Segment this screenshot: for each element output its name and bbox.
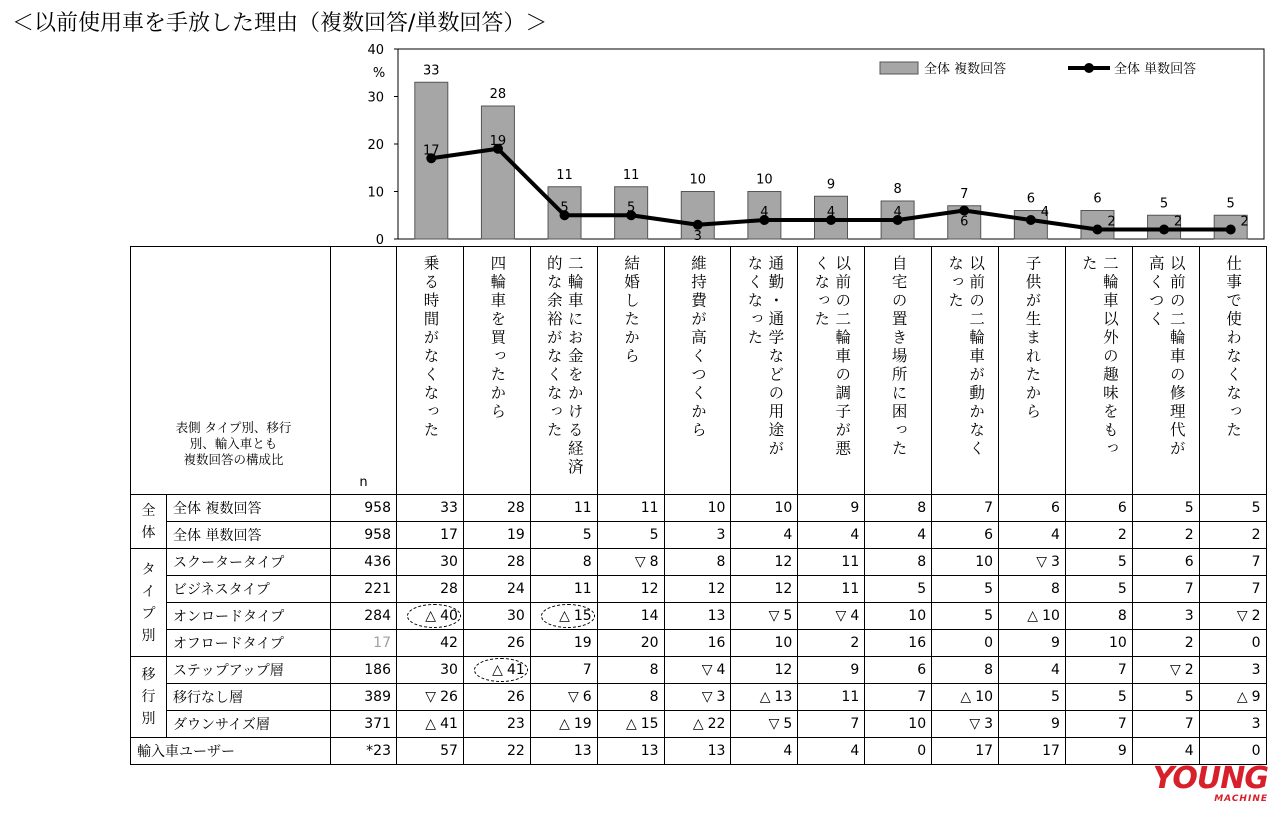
column-header-label: 仕事で使わなくなった <box>1224 255 1243 440</box>
table-cell <box>664 657 731 684</box>
cell-value: 8 <box>649 554 659 570</box>
table-cell: 7 <box>932 495 999 522</box>
table-cell: 12 <box>664 576 731 603</box>
table-cell: 23 <box>463 711 530 738</box>
table-cell: 28 <box>397 576 464 603</box>
significant-low-marker: ▽ <box>701 662 713 678</box>
bar <box>481 106 514 239</box>
row-label: 輸入車ユーザー <box>131 738 331 765</box>
stub-description-line: 表側 タイプ別、移行 <box>175 420 292 435</box>
table-cell: 24 <box>463 576 530 603</box>
table-corner <box>131 247 331 495</box>
table-cell: 0 <box>1199 630 1266 657</box>
table-cell: 12 <box>731 657 798 684</box>
column-header-label: 通勤・通学などの用途が なくなった <box>745 255 785 459</box>
legend-line-marker <box>1084 63 1094 73</box>
table-cell: 11 <box>530 576 597 603</box>
table-cell: 8 <box>1065 603 1132 630</box>
table-cell: 8 <box>932 657 999 684</box>
significant-low-marker: ▽ <box>567 689 579 705</box>
table-cell: 8 <box>664 549 731 576</box>
row-label: 移行なし層 <box>167 684 331 711</box>
logo-main: YOUNG <box>1152 761 1268 796</box>
table-cell <box>1199 684 1266 711</box>
table-row <box>131 603 1267 630</box>
table-cell: 22 <box>463 738 530 765</box>
row-label: オフロードタイプ <box>167 630 331 657</box>
significant-high-marker: △ <box>425 716 437 732</box>
y-unit-label: % <box>372 66 386 81</box>
logo-sub: MACHINE <box>1214 794 1268 804</box>
table-cell: 8 <box>597 657 664 684</box>
row-label: ビジネスタイプ <box>167 576 331 603</box>
line-data-label: 6 <box>960 214 969 230</box>
cell-value: 26 <box>440 689 458 705</box>
column-header <box>798 247 865 495</box>
column-header-label: 維持費が高くつくから <box>689 255 707 440</box>
significant-low-marker: ▽ <box>1169 662 1181 678</box>
cell-value: 10 <box>975 689 994 705</box>
data-table <box>130 246 1267 765</box>
y-tick-label: 10 <box>367 185 384 201</box>
table-cell: 19 <box>463 522 530 549</box>
cell-value: 6 <box>582 689 592 705</box>
table-cell: 0 <box>932 630 999 657</box>
significant-low-marker: ▽ <box>969 716 981 732</box>
table-cell: 10 <box>1065 630 1132 657</box>
bar-data-label: 5 <box>1159 196 1169 212</box>
table-row <box>131 684 1267 711</box>
table-cell: 4 <box>1132 738 1199 765</box>
table-cell: 4 <box>999 522 1066 549</box>
highlight-circle <box>474 658 528 682</box>
table-cell: 7 <box>530 657 597 684</box>
cell-value: 5 <box>783 716 793 732</box>
table-cell: 14 <box>597 603 664 630</box>
bar-data-label: 5 <box>1226 196 1235 212</box>
table-cell: 11 <box>530 495 597 522</box>
table-cell: 5 <box>865 576 932 603</box>
table-cell: 10 <box>865 711 932 738</box>
table-cell: 10 <box>731 630 798 657</box>
line-data-label: 5 <box>627 200 636 216</box>
table-cell: 28 <box>463 549 530 576</box>
significant-high-marker: △ <box>1027 608 1039 624</box>
table-cell: 42 <box>397 630 464 657</box>
table-cell: 3 <box>1132 603 1199 630</box>
table-row <box>131 522 1267 549</box>
line-data-label: 3 <box>693 228 702 244</box>
table-row <box>131 495 1267 522</box>
table-cell: 17 <box>397 522 464 549</box>
column-header <box>1132 247 1199 495</box>
line-data-label: 4 <box>826 205 836 220</box>
column-header-label: 二輪車にお金をかける経済 的な余裕がなくなった <box>544 255 584 477</box>
significant-low-marker: ▽ <box>835 608 847 624</box>
column-header-label: 結婚したから <box>622 255 641 366</box>
cell-value: 41 <box>506 662 525 678</box>
table-cell: 8 <box>999 576 1066 603</box>
cell-value: 19 <box>573 716 592 732</box>
column-header-label: 四輪車を買ったから <box>488 255 507 422</box>
table-cell: 2 <box>1065 522 1132 549</box>
table-cell: 12 <box>597 576 664 603</box>
table-cell: 10 <box>731 495 798 522</box>
line-data-label: 4 <box>893 205 902 220</box>
table-cell: 4 <box>731 738 798 765</box>
table-row <box>131 630 1267 657</box>
significant-high-marker: △ <box>1236 689 1248 705</box>
table-cell: 7 <box>1199 549 1266 576</box>
table-cell: 5 <box>1132 684 1199 711</box>
column-header <box>597 247 664 495</box>
line-data-label: 2 <box>1107 214 1116 230</box>
table-cell: 9 <box>798 657 865 684</box>
n-value: 958 <box>331 495 397 522</box>
cell-value: 3 <box>1050 554 1060 570</box>
legend-bar-label: 全体 複数回答 <box>924 62 1007 77</box>
column-header-label: 二輪車以外の趣味をもっ た <box>1079 255 1119 459</box>
table-cell: 8 <box>530 549 597 576</box>
table-cell: 6 <box>999 495 1066 522</box>
column-header <box>463 247 530 495</box>
bar-data-label: 28 <box>489 87 507 102</box>
cell-value: 3 <box>984 716 994 732</box>
column-header-label: 子供が生まれたから <box>1023 255 1042 422</box>
table-cell: 7 <box>1065 657 1132 684</box>
column-header <box>999 247 1066 495</box>
table-cell <box>530 711 597 738</box>
row-label: ステップアップ層 <box>167 657 331 684</box>
bar-line-chart <box>0 0 1280 246</box>
bar-data-label: 11 <box>622 167 640 183</box>
table-cell: 30 <box>463 603 530 630</box>
table-cell: 11 <box>597 495 664 522</box>
table-cell: 4 <box>798 522 865 549</box>
column-header <box>664 247 731 495</box>
table-cell: 10 <box>664 495 731 522</box>
table-cell: 8 <box>865 495 932 522</box>
table-cell: 6 <box>1065 495 1132 522</box>
table-row <box>131 711 1267 738</box>
significant-high-marker: △ <box>692 716 704 732</box>
table-cell <box>798 603 865 630</box>
table-cell: 5 <box>932 576 999 603</box>
bar-data-label: 9 <box>826 177 836 193</box>
table-cell <box>664 684 731 711</box>
y-tick-label: 30 <box>367 90 384 106</box>
table-cell: 5 <box>1065 576 1132 603</box>
column-header-label: 以前の二輪車の調子が悪 くなった <box>812 255 852 459</box>
table-stub-description <box>149 420 318 468</box>
line-point <box>1026 215 1036 225</box>
cell-value: 3 <box>716 689 726 705</box>
table-cell: 0 <box>865 738 932 765</box>
group-label: タ イ プ 別 <box>131 549 167 657</box>
table-cell: 2 <box>1199 522 1266 549</box>
significant-low-marker: ▽ <box>1236 608 1248 624</box>
line-data-label: 5 <box>560 200 569 216</box>
table-cell <box>597 549 664 576</box>
table-cell: 30 <box>397 657 464 684</box>
table-cell <box>1132 657 1199 684</box>
bar-data-label: 11 <box>556 167 573 183</box>
table-cell: 10 <box>865 603 932 630</box>
bar-data-label: 10 <box>689 172 707 188</box>
significant-low-marker: ▽ <box>768 716 780 732</box>
table-cell <box>397 711 464 738</box>
table-cell: 33 <box>397 495 464 522</box>
group-label: 全 体 <box>131 495 167 549</box>
cell-value: 10 <box>1042 608 1060 624</box>
significant-high-marker: △ <box>759 689 771 705</box>
highlight-circle <box>541 604 595 628</box>
column-header <box>530 247 597 495</box>
group-label: 移 行 別 <box>131 657 167 738</box>
table-cell: 13 <box>597 738 664 765</box>
column-header-label: 以前の二輪車の修理代が 高くつく <box>1146 255 1186 459</box>
significant-low-marker: ▽ <box>634 554 646 570</box>
cell-value: 4 <box>850 608 860 624</box>
table-cell: 9 <box>999 711 1066 738</box>
row-label: スクータータイプ <box>167 549 331 576</box>
table-cell <box>999 603 1066 630</box>
table-cell: 17 <box>999 738 1066 765</box>
table-cell: 2 <box>798 630 865 657</box>
cell-value: 13 <box>774 689 793 705</box>
table-cell: 12 <box>731 549 798 576</box>
column-header <box>397 247 464 495</box>
table-cell: 26 <box>463 684 530 711</box>
significant-low-marker: ▽ <box>768 608 780 624</box>
line-point <box>1226 225 1236 235</box>
bar-data-label: 10 <box>756 172 773 188</box>
table-cell <box>530 684 597 711</box>
n-header: n <box>331 247 397 495</box>
line-point <box>1159 225 1169 235</box>
table-row <box>131 576 1267 603</box>
table-cell: 9 <box>999 630 1066 657</box>
highlight-circle <box>407 604 461 628</box>
line-data-label: 17 <box>423 143 440 159</box>
n-value: 389 <box>331 684 397 711</box>
significant-low-marker: ▽ <box>701 689 713 705</box>
row-label: 全体 単数回答 <box>167 522 331 549</box>
table-cell: 5 <box>1065 549 1132 576</box>
table-cell <box>597 711 664 738</box>
table-cell: 26 <box>463 630 530 657</box>
column-header <box>731 247 798 495</box>
table-cell: 7 <box>1065 711 1132 738</box>
table-cell <box>397 684 464 711</box>
line-data-label: 19 <box>489 133 507 149</box>
significant-high-marker: △ <box>492 662 503 678</box>
table-cell: 3 <box>664 522 731 549</box>
table-row <box>131 738 1267 765</box>
line-data-label: 2 <box>1240 214 1249 230</box>
column-header-label: 自宅の置き場所に困った <box>889 255 908 459</box>
table-row <box>131 549 1267 576</box>
bar-data-label: 7 <box>960 186 969 202</box>
cell-value: 15 <box>640 716 659 732</box>
table-cell: 4 <box>999 657 1066 684</box>
n-value: 958 <box>331 522 397 549</box>
table-cell: 2 <box>1132 522 1199 549</box>
table-cell <box>1199 603 1266 630</box>
table-cell: 7 <box>1199 576 1266 603</box>
y-tick-label: 20 <box>367 138 384 153</box>
table-cell: 9 <box>1065 738 1132 765</box>
table-cell: 9 <box>798 495 865 522</box>
line-data-label: 2 <box>1173 214 1183 230</box>
table-row <box>131 657 1267 684</box>
table-cell: 7 <box>1132 711 1199 738</box>
table-cell: 4 <box>731 522 798 549</box>
n-value: *23 <box>331 738 397 765</box>
cell-value: 5 <box>783 608 793 624</box>
table-cell: 13 <box>664 738 731 765</box>
table-cell <box>999 549 1066 576</box>
table-cell: 3 <box>1199 711 1266 738</box>
row-label: ダウンサイズ層 <box>167 711 331 738</box>
table-cell: 5 <box>1065 684 1132 711</box>
cell-value: 2 <box>1184 662 1194 678</box>
cell-value: 22 <box>707 716 726 732</box>
table-cell: 20 <box>597 630 664 657</box>
table-cell: 5 <box>530 522 597 549</box>
table-cell: 5 <box>932 603 999 630</box>
table-cell: 6 <box>932 522 999 549</box>
table-cell <box>463 657 530 684</box>
line-point <box>1092 225 1102 235</box>
table-cell: 19 <box>530 630 597 657</box>
bar-data-label: 33 <box>423 63 440 79</box>
table-cell <box>932 711 999 738</box>
n-value: 284 <box>331 603 397 630</box>
legend-line-label: 全体 単数回答 <box>1114 62 1197 77</box>
bar-data-label: 8 <box>893 182 902 197</box>
table-cell <box>530 603 597 630</box>
column-header <box>1065 247 1132 495</box>
cell-value: 9 <box>1251 689 1261 705</box>
line-data-label: 4 <box>760 205 769 220</box>
table-cell: 7 <box>865 684 932 711</box>
table-cell: 7 <box>1132 576 1199 603</box>
significant-high-marker: △ <box>559 716 570 732</box>
cell-value: 41 <box>440 716 458 732</box>
n-value: 371 <box>331 711 397 738</box>
stub-description-line: 複数回答の構成比 <box>183 452 284 467</box>
table-cell <box>731 711 798 738</box>
n-value: 221 <box>331 576 397 603</box>
table-cell: 30 <box>397 549 464 576</box>
significant-high-marker: △ <box>960 689 972 705</box>
table-cell: 12 <box>731 576 798 603</box>
table-cell: 7 <box>798 711 865 738</box>
n-value: 186 <box>331 657 397 684</box>
table-cell: 4 <box>798 738 865 765</box>
row-label: オンロードタイプ <box>167 603 331 630</box>
table-cell <box>664 711 731 738</box>
table-cell: 28 <box>463 495 530 522</box>
table-cell: 2 <box>1132 630 1199 657</box>
table-cell: 11 <box>798 576 865 603</box>
significant-high-marker: △ <box>559 608 570 624</box>
table-cell: 57 <box>397 738 464 765</box>
table-cell: 11 <box>798 549 865 576</box>
cell-value: 40 <box>440 608 458 624</box>
table-cell: 5 <box>999 684 1066 711</box>
n-value: 436 <box>331 549 397 576</box>
column-header <box>1199 247 1266 495</box>
y-tick-label: 0 <box>375 233 384 246</box>
cell-value: 15 <box>573 608 592 624</box>
table-cell: 5 <box>1132 495 1199 522</box>
table-cell: 5 <box>597 522 664 549</box>
table-cell: 4 <box>865 522 932 549</box>
table-cell: 6 <box>1132 549 1199 576</box>
table-cell: 11 <box>798 684 865 711</box>
table-cell: 13 <box>530 738 597 765</box>
column-header <box>932 247 999 495</box>
bar-data-label: 6 <box>1026 191 1035 207</box>
table-cell: 16 <box>865 630 932 657</box>
table-cell: 5 <box>1199 495 1266 522</box>
significant-high-marker: △ <box>625 716 637 732</box>
page-title: ＜以前使用車を手放した理由（複数回答/単数回答）＞ <box>12 11 548 36</box>
table-cell <box>932 684 999 711</box>
column-header <box>865 247 932 495</box>
row-label: 全体 複数回答 <box>167 495 331 522</box>
table-cell: 8 <box>597 684 664 711</box>
significant-high-marker: △ <box>425 608 437 624</box>
table-cell: 8 <box>865 549 932 576</box>
column-header-label: 以前の二輪車が動かなく なった <box>946 255 986 459</box>
line-data-label: 4 <box>1040 205 1049 220</box>
brand-logo <box>1130 761 1268 804</box>
y-tick-label: 40 <box>367 43 384 58</box>
cell-value: 2 <box>1251 608 1261 624</box>
table-cell <box>731 603 798 630</box>
table-cell: 16 <box>664 630 731 657</box>
table-cell <box>397 603 464 630</box>
table-cell <box>731 684 798 711</box>
table-cell: 13 <box>664 603 731 630</box>
legend-bar-swatch <box>880 62 918 74</box>
table-cell: 3 <box>1199 657 1266 684</box>
n-value: 17 <box>331 630 397 657</box>
column-header-label: 乗る時間がなくなった <box>421 255 440 440</box>
significant-low-marker: ▽ <box>1036 554 1047 570</box>
stub-description-line: 別、輸入車とも <box>189 436 278 451</box>
bar-data-label: 6 <box>1093 191 1102 207</box>
table-cell: 17 <box>932 738 999 765</box>
cell-value: 4 <box>716 662 726 678</box>
table-cell: 6 <box>865 657 932 684</box>
significant-low-marker: ▽ <box>425 689 437 705</box>
table-cell: 10 <box>932 549 999 576</box>
table-cell: 0 <box>1199 738 1266 765</box>
